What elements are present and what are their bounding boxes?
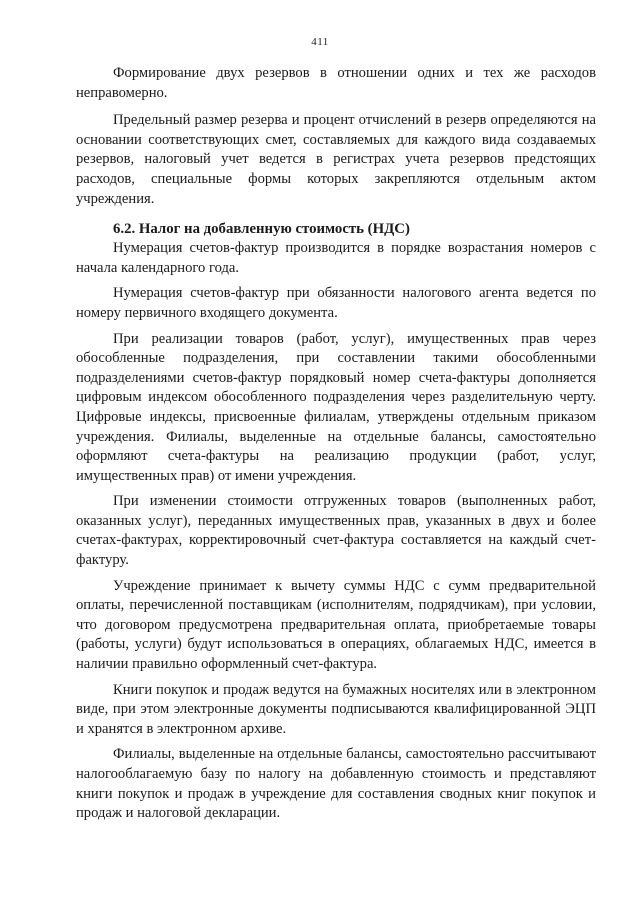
document-body <box>76 64 596 830</box>
paragraph-branch-tax-base: Филиалы, выделенные на отдельные балансы, самостоятельно рассчитывают налогооблагаемую базу по налогу на добавленную стоимость и представляют книги покупок и продаж в учреждение для составления сводных книг покупок и продаж и налоговой декларации. <box>76 746 596 822</box>
paragraph-invoice-numbering: Нумерация счетов-фактур производится в порядке возрастания номеров с начала календарного года. <box>76 240 596 276</box>
paragraph-purchase-sales-books: Книги покупок и продаж ведутся на бумажных носителях или в электронном виде, при этом электронные документы подписываются квалифицированной ЭЦП и хранятся в электронном архиве. <box>76 681 596 737</box>
paragraph-branch-invoices: При реализации товаров (работ, услуг), имущественных прав через обособленные подразделения, при составлении такими обособленными подразделениями счетов-фактур порядковый номер счета-фактуры дополняется цифровым индексом обособленного подразделения через разделительную черту. Цифровые индексы, присвоенные филиалам, утверждены отдельным приказом учреждения. Филиалы, выделенные на отдельные балансы, самостоятельно оформляют счета-фактуры на реализацию продукции (работ, услуг, имущественных прав) от имени учреждения. <box>76 330 596 484</box>
paragraph-tax-agent-numbering: Нумерация счетов-фактур при обязанности налогового агента ведется по номеру первичного входящего документа. <box>76 285 596 321</box>
paragraph-corrective-invoice: При изменении стоимости отгруженных товаров (выполненных работ, оказанных услуг), переданных имущественных прав, указанных в двух и более счетах-фактурах, корректировочный счет-фактура составляется на каждый счет-фактуру. <box>76 493 596 569</box>
paragraph-prepayment-deduction: Учреждение принимает к вычету суммы НДС с сумм предварительной оплаты, перечисленной поставщикам (исполнителям, подрядчикам), при условии, что договором предусмотрена предварительная оплата, приобретаемые товары (работы, услуги) будут использоваться в операциях, облагаемых НДС, имеется в наличии правильно оформленный счет-фактура. <box>76 577 596 673</box>
page-number: 411 <box>311 36 329 48</box>
section-vat-body <box>76 239 596 824</box>
section-heading-vat: 6.2. Налог на добавленную стоимость (НДС) <box>113 221 410 238</box>
paragraph-reserves-duplicate: Формирование двух резервов в отношении одних и тех же расходов неправомерно. <box>76 65 596 101</box>
paragraph-reserve-limit: Предельный размер резерва и процент отчислений в резерв определяются на основании соответствующих смет, составляемых для каждого вида создаваемых резервов, налоговый учет ведется в регистрах учета резервов предстоящих расходов, специальные формы которых закрепляются отдельным актом учреждения. <box>76 112 596 207</box>
